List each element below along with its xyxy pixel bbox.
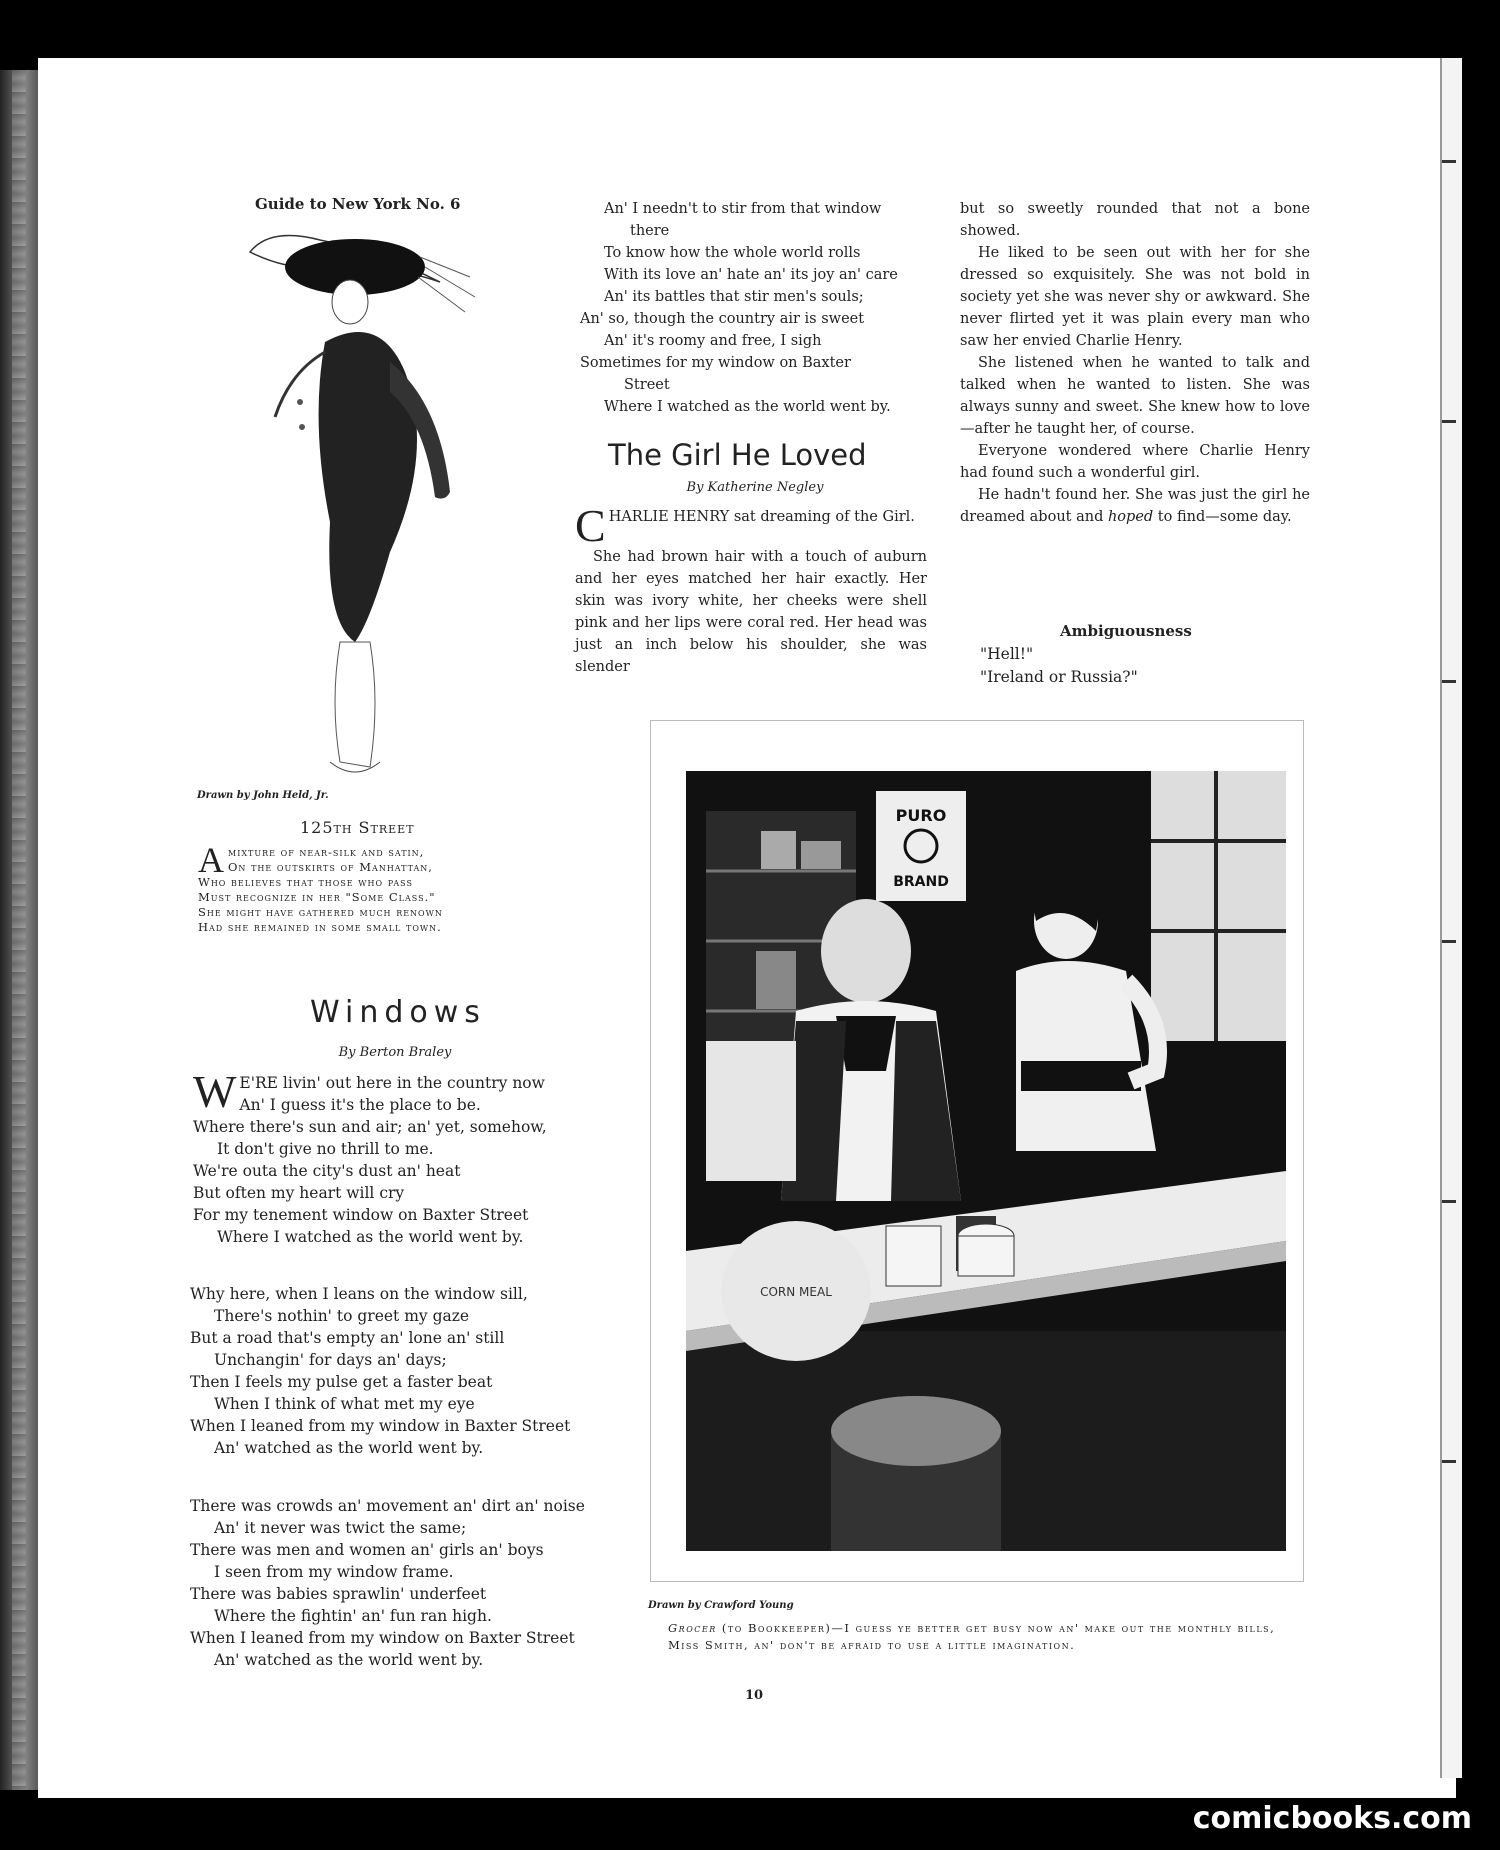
story-paragraph: He liked to be seen out with her for she dressed so exquisitely. She was not bold in society yet she was never shy or awkward. She never flirted yet it was plain every man who saw her envied Charlie Henry. <box>960 245 1310 349</box>
grocer-cartoon <box>686 771 1286 1551</box>
dropcap-w: W <box>193 1066 237 1117</box>
verse-line: Sometimes for my window on Baxter <box>580 355 851 371</box>
story-paragraph: She had brown hair with a touch of auburn and her eyes matched her hair exactly. Her skin was ivory white, her cheeks were shell pink and her lips were coral red. Her head was just an inch below his shoulder, she was slender <box>575 549 927 675</box>
verse-line: When I think of what met my eye <box>214 1395 475 1413</box>
story-emphasis: hoped <box>1107 509 1154 525</box>
dropcap-a: A <box>198 840 225 880</box>
cartoon-frame <box>650 720 1304 1582</box>
verse-line: There was crowds an' movement an' dirt an' noise <box>190 1497 585 1515</box>
verse-line: For my tenement window on Baxter Street <box>193 1206 529 1224</box>
binding-stitch <box>1442 1200 1456 1203</box>
verse-line: An' it's roomy and free, I sigh <box>604 333 822 349</box>
windows-title: Windows <box>310 995 486 1030</box>
sack-label: CORN MEAL <box>760 1285 832 1299</box>
page-number: 10 <box>745 1688 764 1703</box>
story-paragraph: She listened when he wanted to talk and talked when he wanted to listen. She was always sunny and sweet. She knew how to love—after he taught her, of course. <box>960 355 1310 437</box>
windows-stanza-4 <box>580 198 940 418</box>
joke-title: Ambiguousness <box>1060 622 1192 640</box>
verse-line: When I leaned from my window in Baxter Street <box>190 1417 571 1435</box>
verse-line: But a road that's empty an' lone an' still <box>190 1329 505 1347</box>
verse-line: But often my heart will cry <box>193 1184 405 1202</box>
verse-line: We're outa the city's dust an' heat <box>193 1162 461 1180</box>
verse-line: There was men and women an' girls an' boys <box>190 1541 544 1559</box>
binding-stitch <box>1442 1460 1456 1463</box>
guide-heading: Guide to New York No. 6 <box>255 195 461 213</box>
verse-line: When I leaned from my window on Baxter Street <box>190 1629 575 1647</box>
verse-line: Why here, when I leans on the window sill, <box>190 1285 528 1303</box>
verse-line: Where the fightin' an' fun ran high. <box>214 1607 492 1625</box>
girl-title: The Girl He Loved <box>608 438 867 472</box>
story-paragraph: Everyone wondered where Charlie Henry had found such a wonderful girl. <box>960 443 1310 481</box>
verse-line: An' its battles that stir men's souls; <box>604 289 864 305</box>
story-paragraph <box>960 484 1310 528</box>
poem-line: Had she remained in some small town. <box>198 920 442 934</box>
poem-title: 125th Street <box>300 818 415 837</box>
cartoon-caption <box>668 1620 1288 1654</box>
verse-line: E'RE livin' out here in the country now <box>239 1074 545 1092</box>
binding-stitch <box>1442 680 1456 683</box>
verse-line: Then I feels my pulse get a faster beat <box>190 1373 493 1391</box>
page-edge <box>1440 58 1462 1778</box>
poem-line: She might have gathered much renown <box>198 905 443 919</box>
verse-line: With its love an' hate an' its joy an' care <box>604 267 898 283</box>
verse-line: Where there's sun and air; an' yet, somehow, <box>193 1118 547 1136</box>
poem-125th-street <box>198 840 558 935</box>
windows-stanza-1 <box>193 1066 633 1248</box>
verse-line: An' watched as the world went by. <box>214 1439 484 1457</box>
windows-stanza-2 <box>190 1283 630 1459</box>
binding-stitch <box>1442 160 1456 163</box>
story-text: to find—some day. <box>1153 509 1292 525</box>
poem-line: On the outskirts of Manhattan, <box>228 860 433 874</box>
poem-line: mixture of near-silk and satin, <box>228 845 425 859</box>
caption-addressee: (to Bookkeeper)— <box>716 1621 845 1635</box>
joke-line-1: "Hell!" <box>980 645 1034 663</box>
girl-story-part-2 <box>960 198 1310 528</box>
sign-text-bottom: BRAND <box>893 874 949 890</box>
girl-byline: By Katherine Negley <box>686 480 824 495</box>
poem-line: Must recognize in her "Some Class." <box>198 890 436 904</box>
windows-byline: By Berton Braley <box>338 1045 452 1060</box>
story-paragraph <box>575 500 927 551</box>
verse-line: I seen from my window frame. <box>214 1563 454 1581</box>
story-paragraph: but so sweetly rounded that not a bone showed. <box>960 201 1310 239</box>
verse-line: Unchangin' for days an' days; <box>214 1351 447 1369</box>
verse-line: An' so, though the country air is sweet <box>580 311 865 327</box>
verse-line: To know how the whole world rolls <box>604 245 861 261</box>
verse-line: It don't give no thrill to me. <box>217 1140 434 1158</box>
joke-line-2: "Ireland or Russia?" <box>980 668 1138 686</box>
poem-line: Who believes that those who pass <box>198 875 413 889</box>
windows-stanza-3 <box>190 1495 630 1671</box>
verse-line: An' I guess it's the place to be. <box>239 1096 481 1114</box>
verse-line: Street <box>624 377 670 393</box>
girl-story-part-1 <box>575 500 927 678</box>
verse-line: An' I needn't to stir from that window <box>604 201 882 217</box>
caption-speaker: Grocer <box>668 1621 717 1635</box>
story-text: HARLIE HENRY sat dreaming of the Girl. <box>608 509 915 525</box>
verse-line: there <box>630 223 670 239</box>
dropcap-c: C <box>575 500 606 551</box>
verse-line: There's nothin' to greet my gaze <box>214 1307 470 1325</box>
verse-line: An' watched as the world went by. <box>214 1651 484 1669</box>
illustration-credit: Drawn by John Held, Jr. <box>197 790 329 801</box>
verse-line: Where I watched as the world went by. <box>217 1228 524 1246</box>
binding-stitch <box>1442 420 1456 423</box>
verse-line: There was babies sprawlin' underfeet <box>190 1585 487 1603</box>
verse-line: Where I watched as the world went by. <box>604 399 891 415</box>
binding-stitch <box>1442 940 1456 943</box>
story-text: He hadn't found her. She was just the girl he dreamed about and <box>960 487 1310 525</box>
caption-text: I guess ye better get busy now an' make out the monthly bills, Miss Smith, an' don't be afraid to use a little imagination. <box>668 1621 1276 1652</box>
verse-line: An' it never was twict the same; <box>214 1519 467 1537</box>
sign-text-top: PURO <box>895 806 947 825</box>
cartoon-credit: Drawn by Crawford Young <box>648 1600 794 1611</box>
fashion-illustration <box>230 222 530 792</box>
watermark: comicbooks.com <box>1192 1801 1472 1836</box>
